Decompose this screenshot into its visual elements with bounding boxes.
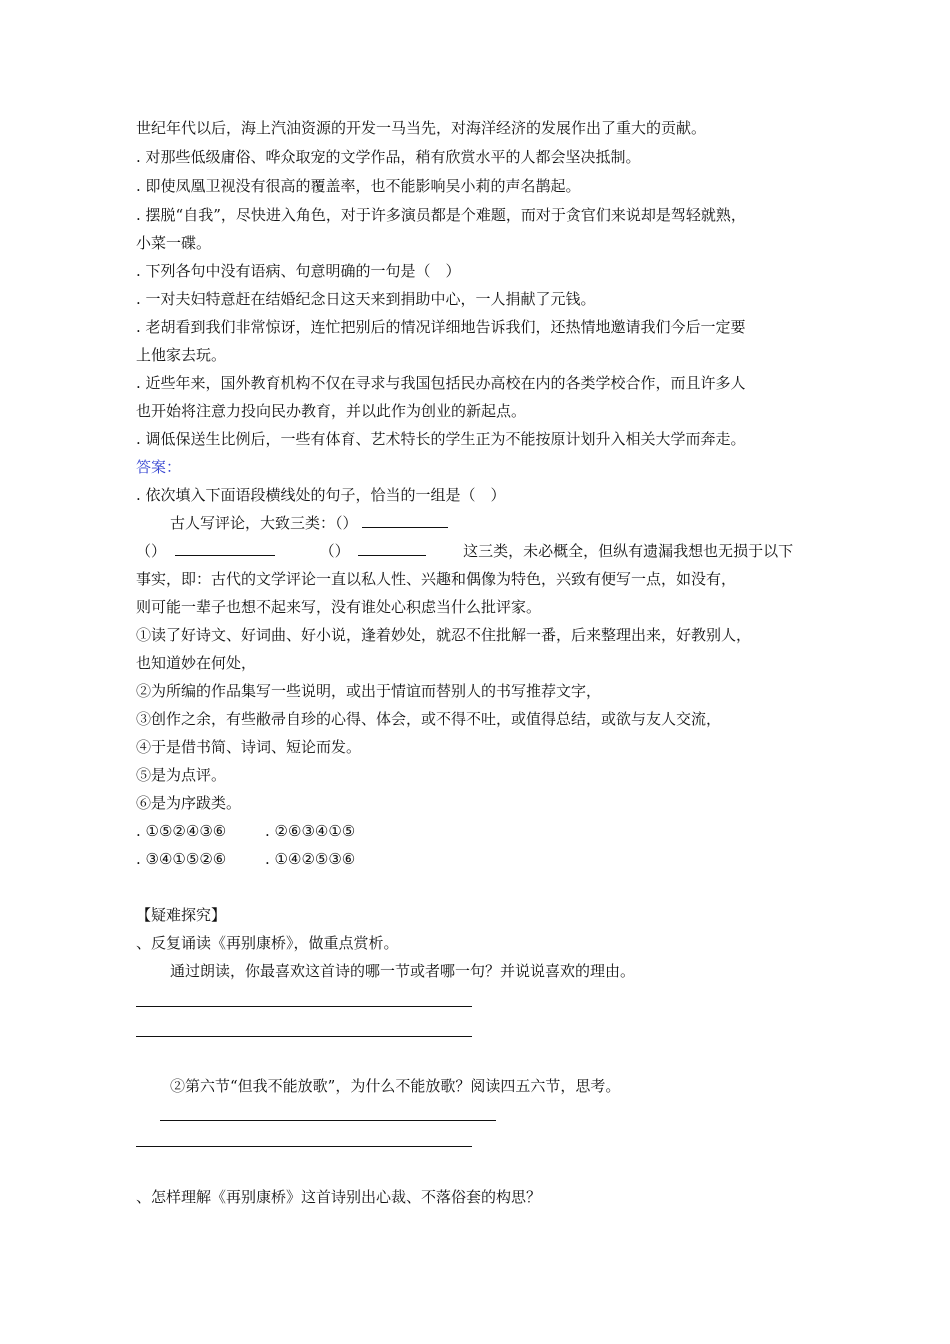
answer-line bbox=[136, 1006, 472, 1007]
sentence-1-line2: 也知道妙在何处， bbox=[136, 654, 257, 672]
passage-text: 这三类，未必概全，但纵有遗漏我想也无损于以下 bbox=[463, 542, 794, 560]
answer-line bbox=[136, 1036, 472, 1037]
q-sick-option-d: . 调低保送生比例后，一些有体育、艺术特长的学生正为不能按原计划升入相关大学而奔走。 bbox=[136, 430, 746, 448]
answer-line bbox=[160, 1120, 496, 1121]
sentence-4: ④于是借书简、诗词、短论而发。 bbox=[136, 738, 362, 756]
q-sick-option-c-line2: 也开始将注意力投向民办教育，并以此作为创业的新起点。 bbox=[136, 402, 527, 420]
inquiry-heading: 【疑难探究】 bbox=[136, 906, 227, 924]
q-fill-options-row1 bbox=[136, 821, 355, 841]
blank-1 bbox=[362, 513, 448, 528]
sentence-3: ③创作之余，有些敝帚自珍的心得、体会，或不得不吐，或值得总结，或欲与友人交流， bbox=[136, 710, 722, 728]
blank-2 bbox=[175, 541, 275, 556]
q-fill-passage-line3: 事实，即：古代的文学评论一直以私人性、兴趣和偶像为特色，兴致有便写一点，如没有， bbox=[136, 570, 737, 588]
inquiry-question-1: 、反复诵读《再别康桥》，做重点赏析。 bbox=[136, 934, 399, 952]
q-fill-passage-line2 bbox=[136, 541, 816, 561]
inquiry-question-2: 、怎样理解《再别康桥》这首诗别出心裁、不落俗套的构思？ bbox=[136, 1188, 542, 1206]
q-prev-line0: 世纪年代以后，海上汽油资源的开发一马当先，对海洋经济的发展作出了重大的贡献。 bbox=[136, 119, 707, 137]
sentence-2: ②为所编的作品集写一些说明，或出于情谊而替别人的书写推荐文字， bbox=[136, 682, 602, 700]
q-fill-passage-line4: 则可能一辈子也想不起来写，没有谁处心积虑当什么批评家。 bbox=[136, 598, 542, 616]
q-sick-option-a: . 一对夫妇特意赶在结婚纪念日这天来到捐助中心，一人捐献了元钱。 bbox=[136, 290, 596, 308]
option-b: . ②⑥③④①⑤ bbox=[265, 822, 356, 840]
q-fill-options-row2 bbox=[136, 849, 355, 869]
blank-2-paren: （） bbox=[136, 542, 167, 560]
blank-3-paren: （） bbox=[319, 542, 350, 560]
q-sick-stem: . 下列各句中没有语病、句意明确的一句是（ ） bbox=[136, 262, 461, 280]
q-sick-option-b-line2: 上他家去玩。 bbox=[136, 346, 227, 364]
q-prev-option-d-line2: 小菜一碟。 bbox=[136, 234, 212, 252]
option-d: . ①④②⑤③⑥ bbox=[265, 850, 356, 868]
passage-text: 古人写评论，大致三类：（） bbox=[170, 514, 358, 532]
q-fill-stem: . 依次填入下面语段横线处的句子，恰当的一组是（ ） bbox=[136, 486, 506, 504]
sentence-6: ⑥是为序跋类。 bbox=[136, 794, 242, 812]
answer-line bbox=[136, 1146, 472, 1147]
sentence-1-line1: ①读了好诗文、好词曲、好小说，逢着妙处，就忍不住批解一番，后来整理出来，好教别人， bbox=[136, 626, 752, 644]
sentence-5: ⑤是为点评。 bbox=[136, 766, 227, 784]
option-c: . ③④①⑤②⑥ bbox=[136, 850, 227, 868]
q-fill-passage-line1 bbox=[170, 513, 448, 533]
inquiry-question-1b: ②第六节“但我不能放歌”，为什么不能放歌？阅读四五六节，思考。 bbox=[170, 1077, 621, 1095]
option-a: . ①⑤②④③⑥ bbox=[136, 822, 227, 840]
q-sick-option-c-line1: . 近些年来，国外教育机构不仅在寻求与我国包括民办高校在内的各类学校合作，而且许多人 bbox=[136, 374, 746, 392]
q-sick-option-b-line1: . 老胡看到我们非常惊讶，连忙把别后的情况详细地告诉我们，还热情地邀请我们今后一定要 bbox=[136, 318, 746, 336]
q-prev-option-b: . 对那些低级庸俗、哗众取宠的文学作品，稍有欣赏水平的人都会坚决抵制。 bbox=[136, 148, 641, 166]
inquiry-question-1a: 通过朗读，你最喜欢这首诗的哪一节或者哪一句？并说说喜欢的理由。 bbox=[170, 962, 636, 980]
q-prev-option-c: . 即使凤凰卫视没有很高的覆盖率，也不能影响吴小莉的声名鹊起。 bbox=[136, 177, 581, 195]
answer-label: 答案： bbox=[136, 458, 182, 476]
q-prev-option-d-line1: . 摆脱“自我”，尽快进入角色，对于许多演员都是个难题，而对于贪官们来说却是驾轻就熟， bbox=[136, 206, 746, 224]
blank-3 bbox=[358, 541, 426, 556]
